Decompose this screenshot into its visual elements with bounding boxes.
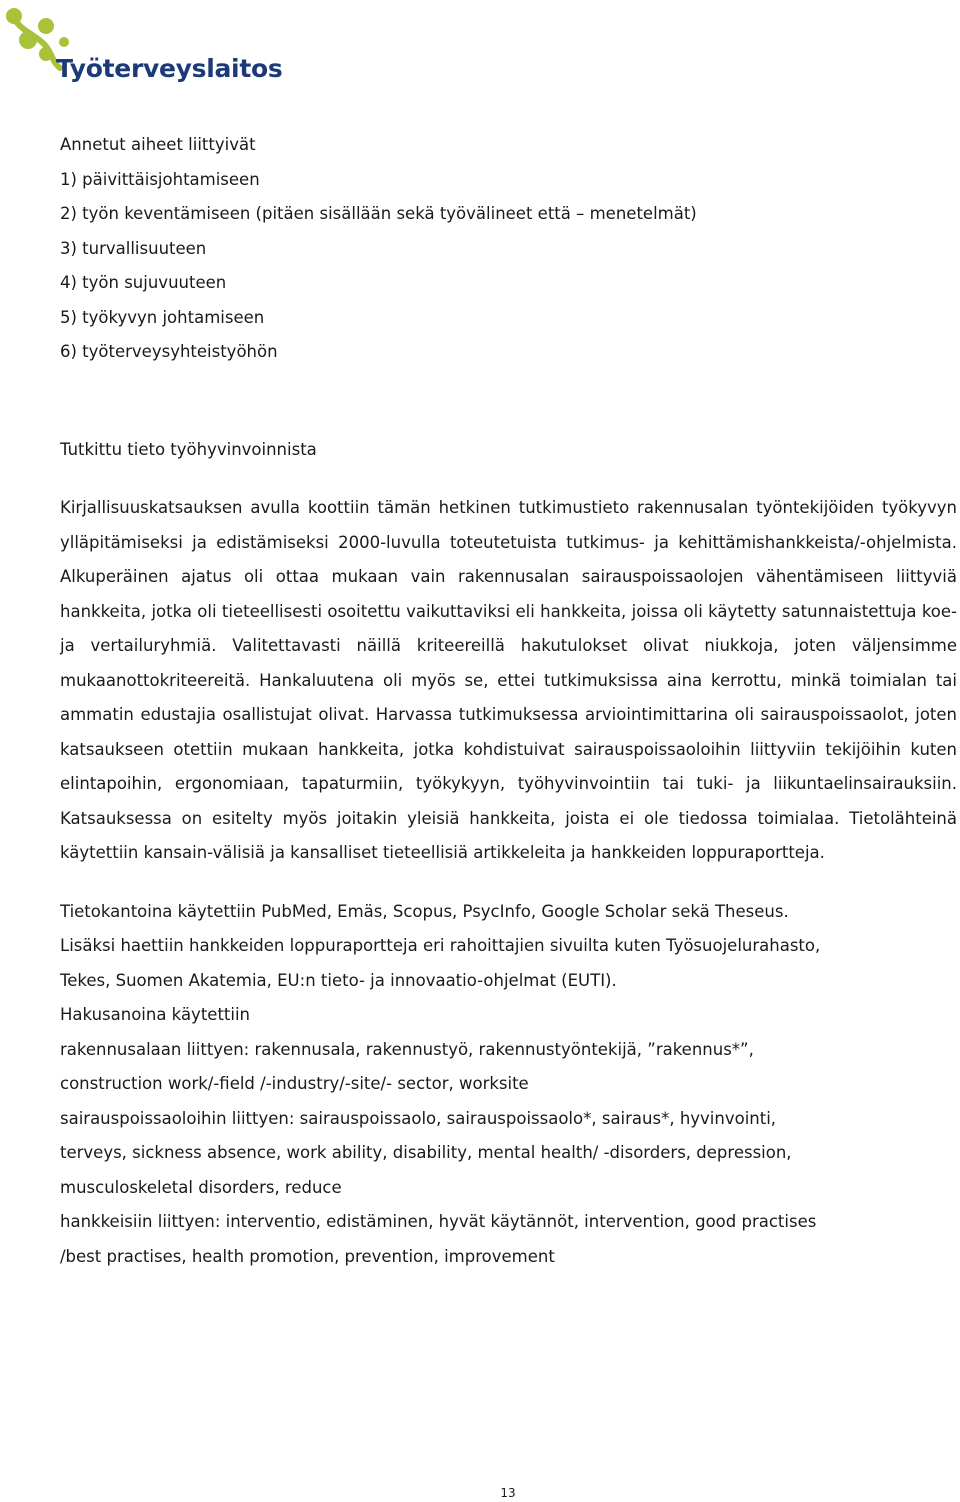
- body-paragraph: Kirjallisuuskatsauksen avulla koottiin tämän hetkinen tutkimustieto rakennusalan työntekijöiden työkyvyn ylläpitämiseksi ja edistämiseksi 2000-luvulla toteutetuista tutkimus- ja kehittämishankkeista/-ohjelmista. Alkuperäinen ajatus oli ottaa mukaan vain rakennusalan sairauspoissaolojen vähentämiseen liittyviä hankkeita, jotka oli tieteellisesti osoitettu vaikuttaviksi eli hankkeita, joissa oli käytetty satunnaistettuja koe- ja vertailuryhmiä. Valitettavasti näillä kriteereillä hakutulokset olivat niukkoja, joten väljensimme mukaanottokriteereitä. Hankaluutena oli myös se, ettei tutkimuksissa aina kerrottu, minkä toimialan tai ammatin edustajia osallistujat olivat. Harvassa tutkimuksessa arviointimittarina oli sairauspoissaolot, joten katsaukseen otettiin mukaan hankkeita, jotka kohdistuivat sairauspoissaoloihin liittyviin tekijöihin kuten elintapoihin, ergonomiaan, tapaturmiin, työkykyyn, työhyvinvointiin tai tuki- ja liikuntaelinsairauksiin. Katsauksessa on esitelty myös joitakin yleisiä hankkeita, joista ei ole tiedossa toimialaa. Tietolähteinä käytettiin kansain-välisiä ja kansalliset tieteellisiä artikkeleita ja hankkeiden loppuraportteja.: [60, 498, 957, 862]
- spacer: [60, 370, 957, 433]
- list-item: 2) työn keventämiseen (pitäen sisällään sekä työvälineet että – menetelmät): [60, 204, 697, 223]
- text-line: musculoskeletal disorders, reduce: [60, 1177, 342, 1197]
- text-line: /best practises, health promotion, prevention, improvement: [60, 1246, 555, 1266]
- list-item: 5) työkyvyn johtamiseen: [60, 307, 265, 327]
- text-line: rakennusalaan liittyen: rakennusala, rakennustyö, rakennustyöntekijä, ”rakennus*”,: [60, 1039, 754, 1059]
- sources-block: [60, 895, 957, 1275]
- topics-intro: Annetut aiheet liittyivät: [60, 135, 256, 154]
- section-heading: Tutkittu tieto työhyvinvoinnista: [60, 439, 317, 459]
- text-line: construction work/-field /-industry/-site/- sector, worksite: [60, 1074, 529, 1093]
- text-line: terveys, sickness absence, work ability, disability, mental health/ -disorders, depression,: [60, 1143, 792, 1162]
- page-number: 13: [500, 1486, 516, 1500]
- spacer: [60, 871, 957, 895]
- text-line: hankkeisiin liittyen: interventio, edistäminen, hyvät käytännöt, intervention, good practises: [60, 1212, 817, 1231]
- text-line: Tekes, Suomen Akatemia, EU:n tieto- ja innovaatio-ohjelmat (EUTI).: [60, 970, 617, 990]
- topics-list: [60, 128, 957, 370]
- list-item: 3) turvallisuuteen: [60, 238, 207, 258]
- spacer: [60, 467, 957, 491]
- list-item: 4) työn sujuvuuteen: [60, 273, 227, 292]
- logo: [4, 4, 283, 94]
- document-body: [60, 128, 957, 1274]
- text-line: Hakusanoina käytettiin: [60, 1005, 251, 1024]
- list-item: 1) päivittäisjohtamiseen: [60, 169, 260, 189]
- text-line: Lisäksi haettiin hankkeiden loppuraportteja eri rahoittajien sivuilta kuten Työsuojelurahasto,: [60, 936, 821, 955]
- text-line: Tietokantoina käytettiin PubMed, Emäs, Scopus, PsycInfo, Google Scholar sekä Theseus.: [60, 901, 789, 921]
- list-item: 6) työterveysyhteistyöhön: [60, 342, 278, 361]
- text-line: sairauspoissaoloihin liittyen: sairauspoissaolo, sairauspoissaolo*, sairaus*, hyvinvointi,: [60, 1108, 777, 1128]
- logo-text: Työterveyslaitos: [56, 54, 283, 83]
